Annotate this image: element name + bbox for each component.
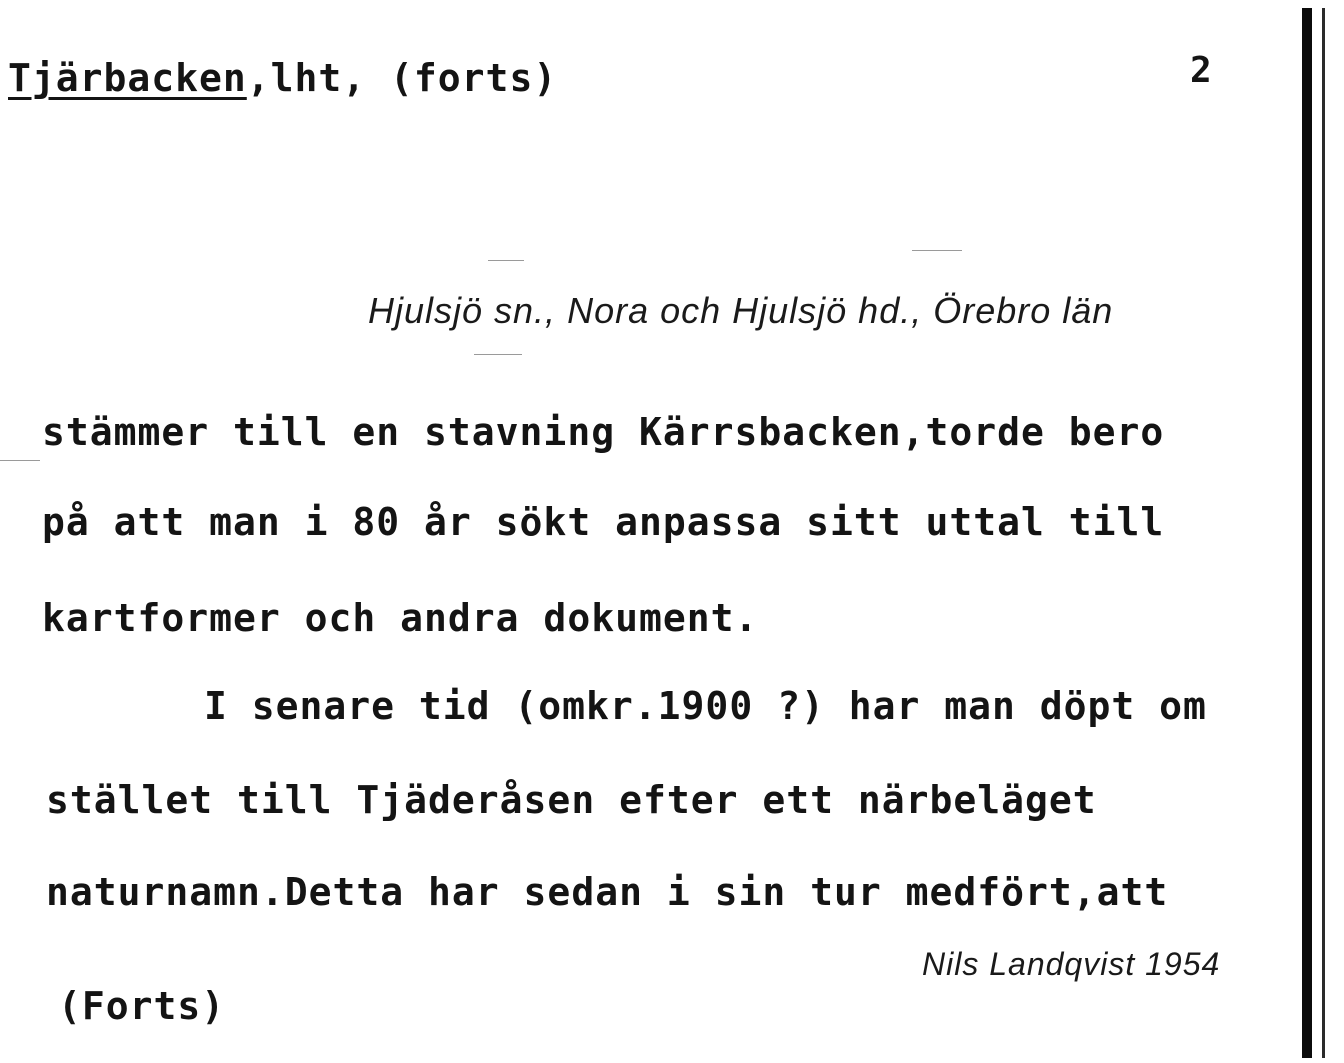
scan-speck — [474, 354, 522, 355]
card-edge-border — [1302, 8, 1312, 1058]
scan-speck — [912, 250, 962, 251]
body-line: I senare tid (omkr.1900 ?) har man döpt om — [204, 684, 1207, 728]
card-heading — [8, 56, 557, 100]
body-line: stämmer till en stavning Kärrsbacken,torde bero — [42, 410, 1165, 454]
place-name: Tjärbacken — [8, 56, 247, 100]
location-stamp: Hjulsjö sn., Nora och Hjulsjö hd., Örebro län — [368, 290, 1114, 331]
continued-note: (Forts) — [58, 984, 226, 1028]
body-line: kartformer och andra dokument. — [42, 596, 759, 640]
card-edge-border-inner — [1322, 8, 1325, 1058]
page-number: 2 — [1190, 50, 1213, 91]
body-line: naturnamn.Detta har sedan i sin tur medfört,att — [46, 870, 1169, 914]
scan-speck — [0, 460, 40, 461]
body-line: på att man i 80 år sökt anpassa sitt uttal till — [42, 500, 1165, 544]
author-stamp: Nils Landqvist 1954 — [922, 946, 1221, 982]
heading-suffix: ,lht, (forts) — [246, 56, 558, 100]
body-line: stället till Tjäderåsen efter ett närbeläget — [46, 778, 1097, 822]
scan-speck — [488, 260, 524, 261]
